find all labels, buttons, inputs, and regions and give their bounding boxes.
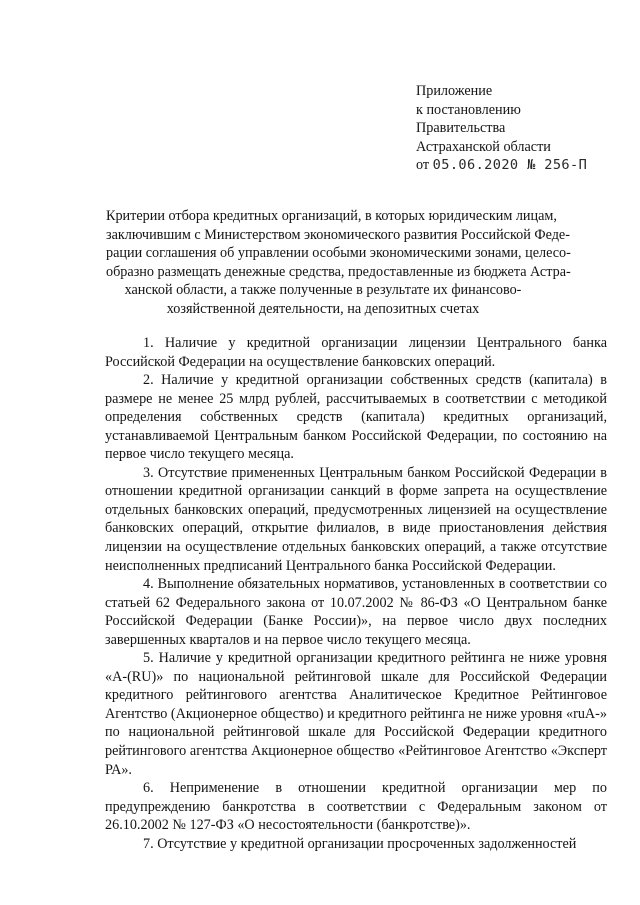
appendix-date-prefix: от bbox=[416, 157, 430, 174]
appendix-block bbox=[416, 82, 587, 175]
criterion-6: 6. Неприменение в отношении кредитной организации мер по предупреждению банкротства в соответствии с Федеральным законом от 26.10.2002 № 127-ФЗ «О несостоятельности (банкротстве)». bbox=[105, 780, 607, 834]
title-line-1: Критерии отбора кредитных организаций, в которых юридическим лицам, bbox=[106, 208, 557, 224]
title-line-2: заключившим с Министерством экономического развития Российской Феде- bbox=[106, 226, 570, 243]
criterion-7: 7. Отсутствие у кредитной организации просроченных задолженностей bbox=[143, 835, 577, 852]
title-line-4: образно размещать денежные средства, предоставленные из бюджета Астра- bbox=[106, 263, 571, 280]
appendix-line-2: к постановлению bbox=[416, 101, 521, 118]
title-line-5: ханской области, а также полученные в результате их финансово- bbox=[124, 282, 522, 299]
title-line-6: хозяйственной деятельности, на депозитных счетах bbox=[166, 300, 480, 317]
criterion-2: 2. Наличие у кредитной организации собственных средств (капитала) в размере не менее 25 млрд рублей, рассчитываемых в соответствии с методикой определения собственных средств (капитала) кредитных организаций, устанавливаемой Центральным банком Российской Федерации, по состоянию на первое число текущего месяца. bbox=[105, 372, 607, 463]
criteria-list bbox=[105, 334, 607, 853]
document-title bbox=[106, 207, 571, 319]
appendix-line-3: Правительства bbox=[416, 120, 506, 137]
appendix-date-stamp: 05.06.2020 № 256-П bbox=[432, 157, 588, 174]
appendix-date-line bbox=[416, 156, 587, 175]
title-line-3: рации соглашения об управлении особыми экономическими зонами, целесо- bbox=[106, 245, 571, 262]
criterion-3: 3. Отсутствие примененных Центральным банком Российской Федерации в отношении кредитной организации санкций в форме запрета на осуществление отдельных банковских операций, предусмотренных лицензией на осуществление банковских операций, открытие филиалов, в виде приостановления действия лицензии на осуществление отдельных банковских операций, а также отсутствие неисполненных предписаний Центрального банка Российской Федерации. bbox=[105, 464, 607, 574]
criterion-5: 5. Наличие у кредитной организации кредитного рейтинга не ниже уровня «A-(RU)» по национальной рейтинговой шкале для Российской Федерации кредитного рейтингового агентства Аналитическое Кредитное Рейтинговое Агентство (Акционерное общество) и кредитного рейтинга не ниже уровня «ruA-» по национальной рейтинговой шкале для Российской Федерации кредитного рейтингового агентства Акционерное общество «Рейтинговое Агентство «Эксперт РА». bbox=[105, 650, 607, 778]
criterion-4: 4. Выполнение обязательных нормативов, установленных в соответствии со статьей 62 Федерального закона от 10.07.2002 № 86-ФЗ «О Центральном банке Российской Федерации (Банке России)», на первое число двух последних завершенных кварталов и на первое число текущего месяца. bbox=[105, 576, 607, 648]
criterion-1: 1. Наличие у кредитной организации лицензии Центрального банка Российской Федерации на осуществление банковских операций. bbox=[105, 335, 607, 370]
appendix-line-1: Приложение bbox=[416, 83, 493, 99]
appendix-line-4: Астраханской области bbox=[416, 138, 551, 155]
